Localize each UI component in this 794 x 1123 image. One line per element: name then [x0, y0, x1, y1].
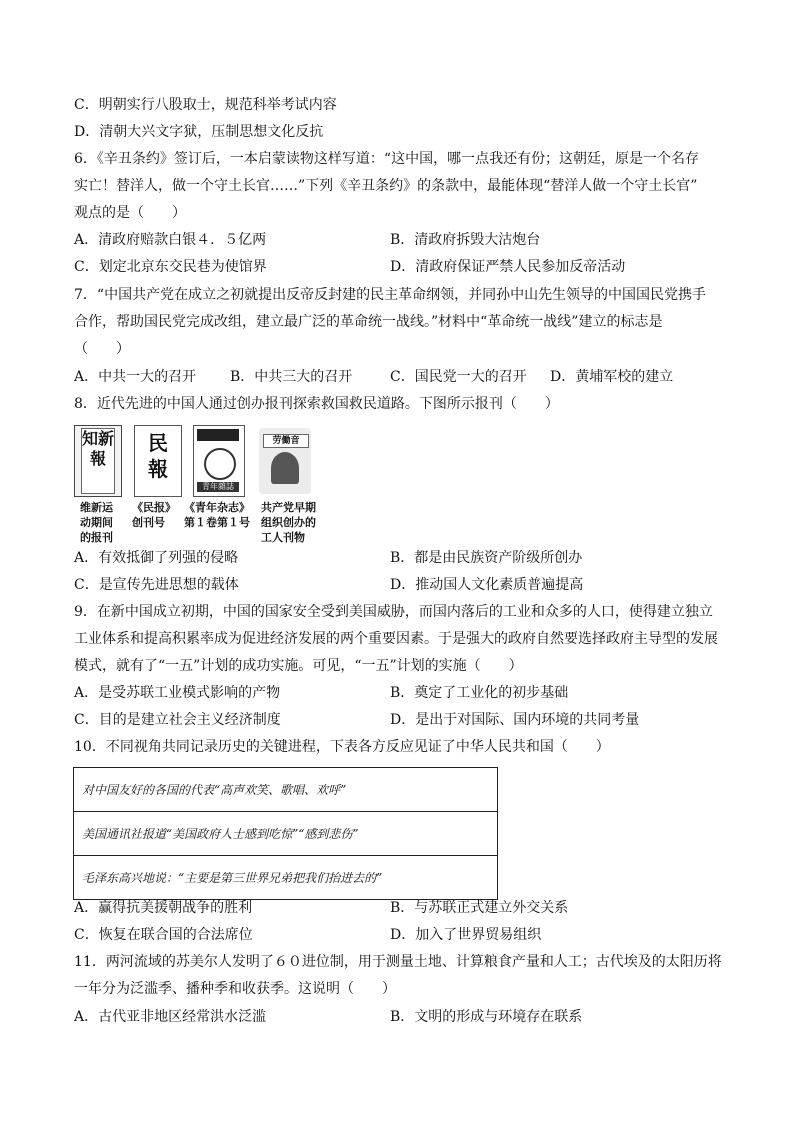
laodong-yin-cover-image	[259, 428, 311, 494]
q8-option-b: B．都是由民族资产阶级所创办	[390, 550, 583, 566]
q9-option-a: A．是受苏联工业模式影响的产物	[74, 685, 281, 701]
q11-stem-line2: 一年分为泛滥季、播种季和收获季。这说明（ ）	[74, 981, 396, 997]
q11-option-a: A．古代亚非地区经常洪水泛滥	[74, 1009, 267, 1025]
table-cell: 美国通讯社报道“美国政府人士感到吃惊”“感到悲伤”	[74, 812, 498, 856]
q7-option-c: C．国民党一大的召开	[390, 369, 527, 385]
q7-stem-line3: （ ）	[74, 341, 130, 357]
q7-option-d: D．黄埔军校的建立	[550, 369, 674, 385]
zhixinbao-caption: 维新运 动期间 的报刊	[80, 501, 113, 544]
q10-option-b: B．与苏联正式建立外交关系	[390, 900, 569, 916]
q8-option-a: A．有效抵御了列强的侵略	[74, 550, 239, 566]
q10-stem-line1: 10．不同视角共同记录历史的关键进程，下表各方反应见证了中华人民共和国（ ）	[74, 739, 610, 755]
q9-stem-line1: 9．在新中国成立初期，中国的国家安全受到美国威胁，而国内落后的工业和众多的人口，使得建立独立	[74, 604, 713, 620]
q8-option-c: C．是宣传先进思想的载体	[74, 577, 239, 593]
q6-stem-line2: 实亡！替洋人，做一个守土长官……”下列《辛丑条约》的条款中，最能体现“替洋人做一个守土长官”	[74, 178, 698, 194]
minbao-caption: 《民报》 创刊号	[132, 501, 176, 529]
qingnian-zazhi-cover-title: 青年雜誌	[197, 482, 239, 492]
q6-option-c: C．划定北京东交民巷为使馆界	[74, 259, 267, 275]
q9-option-c: C．目的是建立社会主义经济制度	[74, 712, 281, 728]
laodong-yin-caption: 共产党早期 组织创办的 工人刊物	[261, 501, 316, 544]
q10-option-c: C．恢复在联合国的合法席位	[74, 927, 253, 943]
table-cell: 毛泽东高兴地说：“主要是第三世界兄弟把我们抬进去的”	[74, 856, 498, 900]
q7-option-a: A．中共一大的召开	[74, 369, 197, 385]
q5-option-c: C．明朝实行八股取士，规范科举考试内容	[74, 97, 337, 113]
q8-option-d: D．推动国人文化素质普遍提高	[390, 577, 584, 593]
zhixinbao-cover-image	[74, 425, 122, 497]
q7-stem-line1: 7．“中国共产党在成立之初就提出反帝反封建的民主革命纲领，并同孙中山先生领导的中国国民党携手	[74, 287, 707, 303]
zhixinbao-cover-title: 知新報	[81, 428, 115, 494]
qingnian-zazhi-cover-image	[193, 425, 245, 497]
q9-option-d: D．是出于对国际、国内环境的共同考量	[390, 712, 640, 728]
q6-option-a: A．清政府赔款白银４．５亿两	[74, 232, 267, 248]
table-row	[74, 856, 498, 900]
qingnian-zazhi-caption: 《青年杂志》 第１卷第１号	[184, 501, 250, 529]
q8-stem-line1: 8．近代先进的中国人通过创办报刊探索救国救民道路。下图所示报刊（ ）	[74, 396, 559, 412]
q5-option-d: D．清朝大兴文字狱，压制思想文化反抗	[74, 124, 324, 140]
q6-option-b: B．清政府拆毁大沽炮台	[390, 232, 541, 248]
q10-option-d: D．加入了世界贸易组织	[390, 927, 542, 943]
q9-stem-line2: 工业体系和提高积累率成为促进经济发展的两个重要因素。于是强大的政府自然要选择政府主导型的发展	[74, 631, 718, 647]
q11-option-b: B．文明的形成与环境存在联系	[390, 1009, 583, 1025]
q10-reaction-table	[73, 767, 498, 900]
minbao-cover-image	[134, 425, 182, 497]
table-cell: 对中国友好的各国的代表“高声欢笑、歌唱、欢呼”	[74, 768, 498, 812]
q6-option-d: D．清政府保证严禁人民参加反帝活动	[390, 259, 626, 275]
q7-stem-line2: 合作，帮助国民党完成改组，建立最广泛的革命统一战线。”材料中“革命统一战线”建立的标志是	[74, 314, 663, 330]
table-row	[74, 768, 498, 812]
table-row	[74, 812, 498, 856]
q11-stem-line1: 11．两河流域的苏美尔人发明了６０进位制，用于测量土地、计算粮食产量和人工；古代埃及的太阳历将	[74, 954, 722, 970]
q10-option-a: A．赢得抗美援朝战争的胜利	[74, 900, 253, 916]
minbao-cover-title: 民報	[148, 431, 168, 481]
laodong-yin-cover-title: 劳働音	[263, 434, 309, 448]
q9-option-b: B．奠定了工业化的初步基础	[390, 685, 569, 701]
q7-option-b: B．中共三大的召开	[230, 369, 353, 385]
q6-stem-line1: 6．《辛丑条约》签订后，一本启蒙读物这样写道：“这中国，哪一点我还有份；这朝廷，原是一个名存	[74, 151, 700, 167]
q6-stem-line3: 观点的是（ ）	[74, 205, 186, 221]
q9-stem-line3: 模式，就有了“一五”计划的成功实施。可见，“一五”计划的实施（ ）	[74, 658, 523, 674]
